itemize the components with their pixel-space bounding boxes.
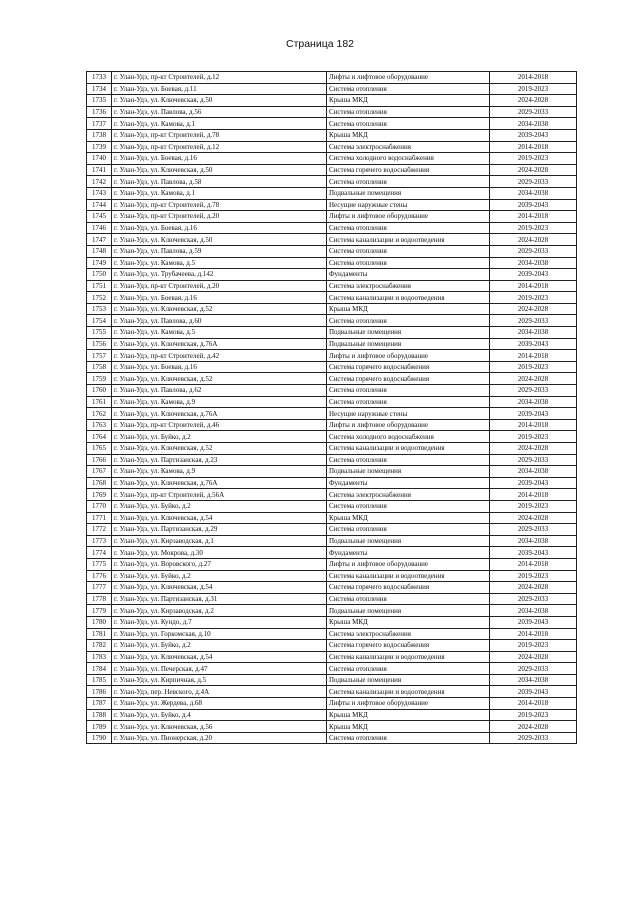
- work-type-cell: Подвальные помещения: [327, 338, 490, 350]
- work-type-cell: Система канализации и водоотведения: [327, 651, 490, 663]
- work-type-cell: Система канализации и водоотведения: [327, 443, 490, 455]
- address-cell: г. Улан-Удэ, ул. Кундо, д.7: [112, 616, 327, 628]
- row-number-cell: 1764: [87, 431, 112, 443]
- address-cell: г. Улан-Удэ, ул. Жердева, д.68: [112, 698, 327, 710]
- work-type-cell: Система отопления: [327, 500, 490, 512]
- work-type-cell: Несущие наружные стены: [327, 199, 490, 211]
- table-row: [87, 327, 577, 339]
- table-row: [87, 164, 577, 176]
- work-type-cell: Система горячего водоснабжения: [327, 373, 490, 385]
- period-cell: 2039-2043: [490, 338, 577, 350]
- register-table-body: [87, 72, 577, 744]
- table-row: [87, 396, 577, 408]
- table-row: [87, 419, 577, 431]
- period-cell: 2034-2038: [490, 187, 577, 199]
- row-number-cell: 1776: [87, 570, 112, 582]
- row-number-cell: 1748: [87, 245, 112, 257]
- table-row: [87, 72, 577, 84]
- address-cell: г. Улан-Удэ, ул. Партизанская, д.29: [112, 524, 327, 536]
- address-cell: г. Улан-Удэ, пр-кт Строителей, д.46: [112, 419, 327, 431]
- row-number-cell: 1752: [87, 292, 112, 304]
- row-number-cell: 1773: [87, 535, 112, 547]
- period-cell: 2029-2033: [490, 106, 577, 118]
- work-type-cell: Лифты и лифтовое оборудование: [327, 72, 490, 84]
- period-cell: 2034-2038: [490, 118, 577, 130]
- period-cell: 2039-2043: [490, 199, 577, 211]
- row-number-cell: 1778: [87, 593, 112, 605]
- table-row: [87, 106, 577, 118]
- row-number-cell: 1763: [87, 419, 112, 431]
- address-cell: г. Улан-Удэ, ул. Буйко, д.2: [112, 570, 327, 582]
- work-type-cell: Система отопления: [327, 524, 490, 536]
- period-cell: 2034-2038: [490, 257, 577, 269]
- row-number-cell: 1770: [87, 500, 112, 512]
- work-type-cell: Система горячего водоснабжения: [327, 640, 490, 652]
- period-cell: 2034-2038: [490, 605, 577, 617]
- period-cell: 2014-2018: [490, 72, 577, 84]
- address-cell: г. Улан-Удэ, ул. Ключевская, д.52: [112, 373, 327, 385]
- table-row: [87, 605, 577, 617]
- address-cell: г. Улан-Удэ, ул. Камова, д.9: [112, 466, 327, 478]
- table-row: [87, 257, 577, 269]
- row-number-cell: 1757: [87, 350, 112, 362]
- address-cell: г. Улан-Удэ, пр-кт Строителей, д.20: [112, 280, 327, 292]
- work-type-cell: Система отопления: [327, 222, 490, 234]
- address-cell: г. Улан-Удэ, ул. Боевая, д.16: [112, 222, 327, 234]
- table-row: [87, 709, 577, 721]
- address-cell: г. Улан-Удэ, пр-кт Строителей, д.12: [112, 141, 327, 153]
- row-number-cell: 1741: [87, 164, 112, 176]
- address-cell: г. Улан-Удэ, ул. Кирпичная, д.5: [112, 674, 327, 686]
- period-cell: 2034-2038: [490, 535, 577, 547]
- work-type-cell: Система отопления: [327, 257, 490, 269]
- work-type-cell: Система отопления: [327, 732, 490, 744]
- work-type-cell: Подвальные помещения: [327, 605, 490, 617]
- work-type-cell: Крыша МКД: [327, 303, 490, 315]
- table-row: [87, 222, 577, 234]
- work-type-cell: Система канализации и водоотведения: [327, 570, 490, 582]
- row-number-cell: 1769: [87, 489, 112, 501]
- period-cell: 2019-2023: [490, 153, 577, 165]
- work-type-cell: Система горячего водоснабжения: [327, 164, 490, 176]
- address-cell: г. Улан-Удэ, ул. Камова, д.1: [112, 118, 327, 130]
- row-number-cell: 1750: [87, 269, 112, 281]
- work-type-cell: Фундаменты: [327, 547, 490, 559]
- row-number-cell: 1788: [87, 709, 112, 721]
- table-row: [87, 234, 577, 246]
- period-cell: 2039-2043: [490, 686, 577, 698]
- address-cell: г. Улан-Удэ, ул. Боевая, д.16: [112, 361, 327, 373]
- address-cell: г. Улан-Удэ, ул. Боевая, д.16: [112, 153, 327, 165]
- table-row: [87, 721, 577, 733]
- work-type-cell: Крыша МКД: [327, 721, 490, 733]
- work-type-cell: Система горячего водоснабжения: [327, 361, 490, 373]
- row-number-cell: 1780: [87, 616, 112, 628]
- table-row: [87, 350, 577, 362]
- work-type-cell: Фундаменты: [327, 269, 490, 281]
- row-number-cell: 1740: [87, 153, 112, 165]
- period-cell: 2039-2043: [490, 616, 577, 628]
- work-type-cell: Подвальные помещения: [327, 674, 490, 686]
- table-row: [87, 651, 577, 663]
- table-row: [87, 338, 577, 350]
- address-cell: г. Улан-Удэ, ул. Буйко, д.2: [112, 640, 327, 652]
- row-number-cell: 1775: [87, 558, 112, 570]
- row-number-cell: 1735: [87, 95, 112, 107]
- period-cell: 2024-2028: [490, 373, 577, 385]
- period-cell: 2019-2023: [490, 361, 577, 373]
- work-type-cell: Система холодного водоснабжения: [327, 431, 490, 443]
- period-cell: 2034-2038: [490, 674, 577, 686]
- period-cell: 2034-2038: [490, 396, 577, 408]
- address-cell: г. Улан-Удэ, ул. Буйко, д.2: [112, 500, 327, 512]
- work-type-cell: Система отопления: [327, 315, 490, 327]
- address-cell: г. Улан-Удэ, ул. Ключевская, д.54: [112, 512, 327, 524]
- address-cell: г. Улан-Удэ, ул. Ключевская, д.54: [112, 582, 327, 594]
- address-cell: г. Улан-Удэ, ул. Павлова, д.56: [112, 106, 327, 118]
- period-cell: 2024-2028: [490, 721, 577, 733]
- period-cell: 2034-2038: [490, 466, 577, 478]
- period-cell: 2029-2033: [490, 524, 577, 536]
- address-cell: г. Улан-Удэ, ул. Кирзаводская, д.1: [112, 535, 327, 547]
- period-cell: 2014-2018: [490, 419, 577, 431]
- work-type-cell: Система горячего водоснабжения: [327, 582, 490, 594]
- table-row: [87, 593, 577, 605]
- row-number-cell: 1733: [87, 72, 112, 84]
- work-type-cell: Система отопления: [327, 106, 490, 118]
- row-number-cell: 1736: [87, 106, 112, 118]
- work-type-cell: Система отопления: [327, 454, 490, 466]
- table-row: [87, 500, 577, 512]
- period-cell: 2029-2033: [490, 176, 577, 188]
- table-row: [87, 303, 577, 315]
- table-row: [87, 141, 577, 153]
- address-cell: г. Улан-Удэ, пр-кт Строителей, д.56А: [112, 489, 327, 501]
- work-type-cell: Лифты и лифтовое оборудование: [327, 698, 490, 710]
- row-number-cell: 1786: [87, 686, 112, 698]
- row-number-cell: 1784: [87, 663, 112, 675]
- row-number-cell: 1783: [87, 651, 112, 663]
- period-cell: 2039-2043: [490, 477, 577, 489]
- row-number-cell: 1734: [87, 83, 112, 95]
- table-row: [87, 547, 577, 559]
- address-cell: г. Улан-Удэ, ул. Буйко, д.4: [112, 709, 327, 721]
- row-number-cell: 1766: [87, 454, 112, 466]
- work-type-cell: Система отопления: [327, 118, 490, 130]
- work-type-cell: Крыша МКД: [327, 616, 490, 628]
- row-number-cell: 1758: [87, 361, 112, 373]
- address-cell: г. Улан-Удэ, пр-кт Строителей, д.78: [112, 199, 327, 211]
- period-cell: 2024-2028: [490, 651, 577, 663]
- period-cell: 2039-2043: [490, 408, 577, 420]
- table-row: [87, 315, 577, 327]
- work-type-cell: Лифты и лифтовое оборудование: [327, 419, 490, 431]
- row-number-cell: 1774: [87, 547, 112, 559]
- row-number-cell: 1759: [87, 373, 112, 385]
- table-row: [87, 176, 577, 188]
- work-type-cell: Система отопления: [327, 245, 490, 257]
- table-row: [87, 489, 577, 501]
- period-cell: 2024-2028: [490, 443, 577, 455]
- table-row: [87, 245, 577, 257]
- address-cell: г. Улан-Удэ, ул. Ключевская, д.52: [112, 443, 327, 455]
- table-row: [87, 535, 577, 547]
- address-cell: г. Улан-Удэ, ул. Воровского, д.27: [112, 558, 327, 570]
- table-row: [87, 361, 577, 373]
- table-row: [87, 95, 577, 107]
- address-cell: г. Улан-Удэ, ул. Ключевская, д.50: [112, 164, 327, 176]
- address-cell: г. Улан-Удэ, ул. Ключевская, д.52: [112, 303, 327, 315]
- row-number-cell: 1755: [87, 327, 112, 339]
- row-number-cell: 1743: [87, 187, 112, 199]
- table-row: [87, 431, 577, 443]
- address-cell: г. Улан-Удэ, ул. Кирзаводская, д.2: [112, 605, 327, 617]
- period-cell: 2014-2018: [490, 211, 577, 223]
- page-header: Страница 182: [285, 38, 355, 50]
- table-row: [87, 385, 577, 397]
- table-row: [87, 616, 577, 628]
- period-cell: 2029-2033: [490, 732, 577, 744]
- period-cell: 2024-2028: [490, 582, 577, 594]
- table-row: [87, 454, 577, 466]
- work-type-cell: Крыша МКД: [327, 512, 490, 524]
- table-row: [87, 524, 577, 536]
- table-row: [87, 698, 577, 710]
- work-type-cell: Система отопления: [327, 663, 490, 675]
- table-row: [87, 211, 577, 223]
- work-type-cell: Подвальные помещения: [327, 327, 490, 339]
- work-type-cell: Система электроснабжения: [327, 141, 490, 153]
- row-number-cell: 1772: [87, 524, 112, 536]
- row-number-cell: 1761: [87, 396, 112, 408]
- table-row: [87, 153, 577, 165]
- period-cell: 2019-2023: [490, 292, 577, 304]
- table-row: [87, 118, 577, 130]
- table-row: [87, 732, 577, 744]
- row-number-cell: 1787: [87, 698, 112, 710]
- table-row: [87, 558, 577, 570]
- address-cell: г. Улан-Удэ, ул. Партизанская, д.31: [112, 593, 327, 605]
- period-cell: 2024-2028: [490, 95, 577, 107]
- period-cell: 2029-2033: [490, 663, 577, 675]
- table-row: [87, 408, 577, 420]
- table-row: [87, 674, 577, 686]
- period-cell: 2029-2033: [490, 315, 577, 327]
- work-type-cell: Система канализации и водоотведения: [327, 292, 490, 304]
- address-cell: г. Улан-Удэ, ул. Камова, д.1: [112, 187, 327, 199]
- table-row: [87, 280, 577, 292]
- row-number-cell: 1756: [87, 338, 112, 350]
- table-row: [87, 269, 577, 281]
- row-number-cell: 1762: [87, 408, 112, 420]
- address-cell: г. Улан-Удэ, пр-кт Строителей, д.78: [112, 129, 327, 141]
- period-cell: 2019-2023: [490, 83, 577, 95]
- row-number-cell: 1739: [87, 141, 112, 153]
- period-cell: 2014-2018: [490, 698, 577, 710]
- address-cell: г. Улан-Удэ, ул. Павлова, д.62: [112, 385, 327, 397]
- row-number-cell: 1790: [87, 732, 112, 744]
- address-cell: г. Улан-Удэ, ул. Партизанская, д.23: [112, 454, 327, 466]
- period-cell: 2039-2043: [490, 129, 577, 141]
- row-number-cell: 1760: [87, 385, 112, 397]
- address-cell: г. Улан-Удэ, ул. Ключевская, д.76А: [112, 408, 327, 420]
- row-number-cell: 1782: [87, 640, 112, 652]
- period-cell: 2029-2033: [490, 454, 577, 466]
- register-table: [86, 71, 577, 744]
- table-row: [87, 187, 577, 199]
- address-cell: г. Улан-Удэ, ул. Горкомская, д.10: [112, 628, 327, 640]
- row-number-cell: 1765: [87, 443, 112, 455]
- address-cell: г. Улан-Удэ, ул. Камова, д.9: [112, 396, 327, 408]
- work-type-cell: Лифты и лифтовое оборудование: [327, 350, 490, 362]
- work-type-cell: Система электроснабжения: [327, 280, 490, 292]
- table-row: [87, 466, 577, 478]
- table-row: [87, 477, 577, 489]
- address-cell: г. Улан-Удэ, ул. Камова, д.5: [112, 257, 327, 269]
- row-number-cell: 1738: [87, 129, 112, 141]
- address-cell: г. Улан-Удэ, ул. Павлова, д.60: [112, 315, 327, 327]
- address-cell: г. Улан-Удэ, ул. Печерская, д.47: [112, 663, 327, 675]
- work-type-cell: Система отопления: [327, 176, 490, 188]
- address-cell: г. Улан-Удэ, пр-кт Строителей, д.20: [112, 211, 327, 223]
- address-cell: г. Улан-Удэ, ул. Ключевская, д.54: [112, 651, 327, 663]
- work-type-cell: Подвальные помещения: [327, 535, 490, 547]
- address-cell: г. Улан-Удэ, ул. Ключевская, д.76А: [112, 477, 327, 489]
- period-cell: 2019-2023: [490, 222, 577, 234]
- work-type-cell: Крыша МКД: [327, 129, 490, 141]
- period-cell: 2034-2038: [490, 327, 577, 339]
- address-cell: г. Улан-Удэ, ул. Буйко, д.2: [112, 431, 327, 443]
- address-cell: г. Улан-Удэ, ул. Камова, д.5: [112, 327, 327, 339]
- row-number-cell: 1737: [87, 118, 112, 130]
- work-type-cell: Подвальные помещения: [327, 466, 490, 478]
- period-cell: 2014-2018: [490, 489, 577, 501]
- address-cell: г. Улан-Удэ, ул. Ключевская, д.50: [112, 234, 327, 246]
- row-number-cell: 1753: [87, 303, 112, 315]
- work-type-cell: Система отопления: [327, 593, 490, 605]
- work-type-cell: Лифты и лифтовое оборудование: [327, 211, 490, 223]
- period-cell: 2029-2033: [490, 593, 577, 605]
- period-cell: 2024-2028: [490, 303, 577, 315]
- row-number-cell: 1754: [87, 315, 112, 327]
- work-type-cell: Система отопления: [327, 83, 490, 95]
- period-cell: 2029-2033: [490, 245, 577, 257]
- address-cell: г. Улан-Удэ, ул. Павлова, д.58: [112, 176, 327, 188]
- row-number-cell: 1744: [87, 199, 112, 211]
- row-number-cell: 1768: [87, 477, 112, 489]
- address-cell: г. Улан-Удэ, ул. Боевая, д.16: [112, 292, 327, 304]
- row-number-cell: 1785: [87, 674, 112, 686]
- row-number-cell: 1742: [87, 176, 112, 188]
- work-type-cell: Крыша МКД: [327, 709, 490, 721]
- period-cell: 2039-2043: [490, 269, 577, 281]
- table-row: [87, 640, 577, 652]
- period-cell: 2024-2028: [490, 512, 577, 524]
- period-cell: 2019-2023: [490, 709, 577, 721]
- work-type-cell: Система канализации и водоотведения: [327, 686, 490, 698]
- row-number-cell: 1789: [87, 721, 112, 733]
- work-type-cell: Система электроснабжения: [327, 628, 490, 640]
- address-cell: г. Улан-Удэ, ул. Мокрова, д.30: [112, 547, 327, 559]
- address-cell: г. Улан-Удэ, ул. Ключевская, д.56: [112, 721, 327, 733]
- period-cell: 2019-2023: [490, 431, 577, 443]
- period-cell: 2019-2023: [490, 570, 577, 582]
- address-cell: г. Улан-Удэ, пр-кт Строителей, д.12: [112, 72, 327, 84]
- work-type-cell: Лифты и лифтовое оборудование: [327, 558, 490, 570]
- table-row: [87, 628, 577, 640]
- period-cell: 2039-2043: [490, 547, 577, 559]
- address-cell: г. Улан-Удэ, ул. Трубачеева, д.142: [112, 269, 327, 281]
- table-row: [87, 570, 577, 582]
- table-row: [87, 373, 577, 385]
- work-type-cell: Подвальные помещения: [327, 187, 490, 199]
- table-row: [87, 512, 577, 524]
- period-cell: 2024-2028: [490, 164, 577, 176]
- period-cell: 2014-2018: [490, 628, 577, 640]
- table-row: [87, 686, 577, 698]
- table-row: [87, 663, 577, 675]
- address-cell: г. Улан-Удэ, ул. Ключевская, д.50: [112, 95, 327, 107]
- row-number-cell: 1746: [87, 222, 112, 234]
- row-number-cell: 1767: [87, 466, 112, 478]
- row-number-cell: 1777: [87, 582, 112, 594]
- table-row: [87, 292, 577, 304]
- period-cell: 2014-2018: [490, 280, 577, 292]
- period-cell: 2019-2023: [490, 500, 577, 512]
- work-type-cell: Система отопления: [327, 385, 490, 397]
- table-row: [87, 443, 577, 455]
- table-row: [87, 129, 577, 141]
- row-number-cell: 1771: [87, 512, 112, 524]
- work-type-cell: Система отопления: [327, 396, 490, 408]
- work-type-cell: Несущие наружные стены: [327, 408, 490, 420]
- address-cell: г. Улан-Удэ, ул. Ключевская, д.76А: [112, 338, 327, 350]
- address-cell: г. Улан-Удэ, ул. Павлова, д.59: [112, 245, 327, 257]
- address-cell: г. Улан-Удэ, ул. Боевая, д.11: [112, 83, 327, 95]
- period-cell: 2014-2018: [490, 558, 577, 570]
- address-cell: г. Улан-Удэ, пер. Невского, д.4А: [112, 686, 327, 698]
- address-cell: г. Улан-Удэ, пр-кт Строителей, д.42: [112, 350, 327, 362]
- period-cell: 2024-2028: [490, 234, 577, 246]
- row-number-cell: 1749: [87, 257, 112, 269]
- period-cell: 2029-2033: [490, 385, 577, 397]
- row-number-cell: 1745: [87, 211, 112, 223]
- table-row: [87, 83, 577, 95]
- work-type-cell: Система холодного водоснабжения: [327, 153, 490, 165]
- period-cell: 2019-2023: [490, 640, 577, 652]
- row-number-cell: 1779: [87, 605, 112, 617]
- period-cell: 2014-2018: [490, 141, 577, 153]
- work-type-cell: Крыша МКД: [327, 95, 490, 107]
- work-type-cell: Фундаменты: [327, 477, 490, 489]
- work-type-cell: Система канализации и водоотведения: [327, 234, 490, 246]
- table-row: [87, 199, 577, 211]
- row-number-cell: 1747: [87, 234, 112, 246]
- work-type-cell: Система электроснабжения: [327, 489, 490, 501]
- period-cell: 2014-2018: [490, 350, 577, 362]
- row-number-cell: 1751: [87, 280, 112, 292]
- table-row: [87, 582, 577, 594]
- row-number-cell: 1781: [87, 628, 112, 640]
- address-cell: г. Улан-Удэ, ул. Пионерская, д.20: [112, 732, 327, 744]
